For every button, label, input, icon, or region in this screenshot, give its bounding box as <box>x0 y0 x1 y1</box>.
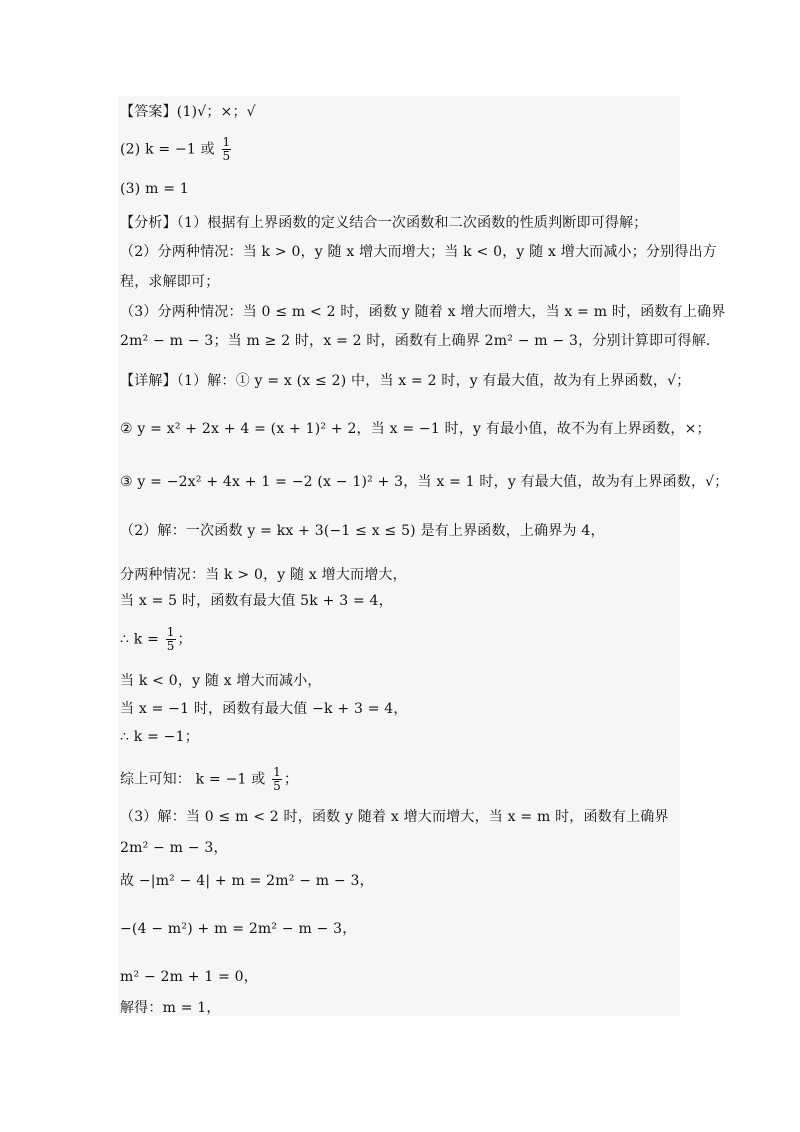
semicolon: ； <box>177 631 192 648</box>
fraction-denominator: 5 <box>222 149 231 163</box>
fraction-one-fifth <box>222 136 232 163</box>
fraction-one-fifth-3 <box>272 766 282 793</box>
detail-line-14: 故 −|m² − 4| + m = 2m² − m − 3， <box>120 873 374 889</box>
detail-line-13: 2m² − m − 3， <box>120 840 228 856</box>
analysis-line-1: 【分析】（1）根据有上界函数的定义结合一次函数和二次函数的性质判断即可得解； <box>120 215 648 231</box>
fraction-one-fifth-2 <box>166 626 176 653</box>
analysis-line-2: （2）分两种情况：当 k > 0，y 随 x 增大而增大；当 k < 0，y 随 x 增大而减小；分别得出方 <box>120 244 717 260</box>
detail-line-6: 当 x = 5 时，函数有最大值 5k + 3 = 4， <box>120 593 393 609</box>
answer-line-2 <box>120 136 233 163</box>
answer-line-1: 【答案】(1)√；×；√ <box>120 104 256 120</box>
analysis-line-3: 程，求解即可； <box>120 274 220 290</box>
detail-line-7 <box>120 626 192 653</box>
detail-line-3: ③ y = −2x² + 4x + 1 = −2 (x − 1)² + 3，当 x = 1 时，y 有最大值，故为有上界函数，√； <box>120 474 729 490</box>
detail-line-4: （2）解：一次函数 y = kx + 3(−1 ≤ x ≤ 5) 是有上界函数，上确界为 4， <box>120 523 605 539</box>
answer-line-3: (3) m = 1 <box>120 181 189 197</box>
analysis-line-5: 2m² − m − 3；当 m ≥ 2 时，x = 2 时，函数有上确界 2m² − m − 3，分别计算即可得解. <box>120 333 711 349</box>
fraction-denominator: 5 <box>166 639 175 653</box>
fraction-numerator: 1 <box>222 135 231 149</box>
answer-2-text: (2) k = −1 或 <box>120 141 215 158</box>
detail-line-15: −(4 − m²) + m = 2m² − m − 3， <box>120 921 357 937</box>
analysis-line-4: （3）分两种情况：当 0 ≤ m < 2 时，函数 y 随着 x 增大而增大，当 x = m 时，函数有上确界 <box>120 304 726 320</box>
detail-line-5: 分两种情况：当 k > 0，y 随 x 增大而增大， <box>120 567 407 583</box>
detail-line-2: ② y = x² + 2x + 4 = (x + 1)² + 2，当 x = −1 时，y 有最小值，故不为有上界函数，×； <box>120 421 711 437</box>
k-equals-text: ∴ k = <box>120 631 160 648</box>
detail-line-12: （3）解：当 0 ≤ m < 2 时，函数 y 随着 x 增大而增大，当 x = m 时，函数有上确界 <box>120 809 669 825</box>
semicolon: ； <box>283 771 299 788</box>
detail-line-16: m² − 2m + 1 = 0， <box>120 969 258 985</box>
detail-line-10: ∴ k = −1； <box>120 729 199 745</box>
detail-line-17: 解得：m = 1， <box>120 1000 221 1016</box>
detail-line-11 <box>120 766 298 793</box>
fraction-denominator: 5 <box>273 779 281 793</box>
fraction-numerator: 1 <box>273 765 281 779</box>
summary-text: 综上可知： k = −1 或 <box>120 771 266 788</box>
fraction-numerator: 1 <box>166 625 175 639</box>
detail-line-9: 当 x = −1 时，函数有最大值 −k + 3 = 4， <box>120 701 408 717</box>
detail-line-8: 当 k < 0，y 随 x 增大而减小， <box>120 673 322 689</box>
detail-line-1: 【详解】（1）解：① y = x (x ≤ 2) 中，当 x = 2 时，y 有最大值，故为有上界函数，√； <box>120 373 691 389</box>
